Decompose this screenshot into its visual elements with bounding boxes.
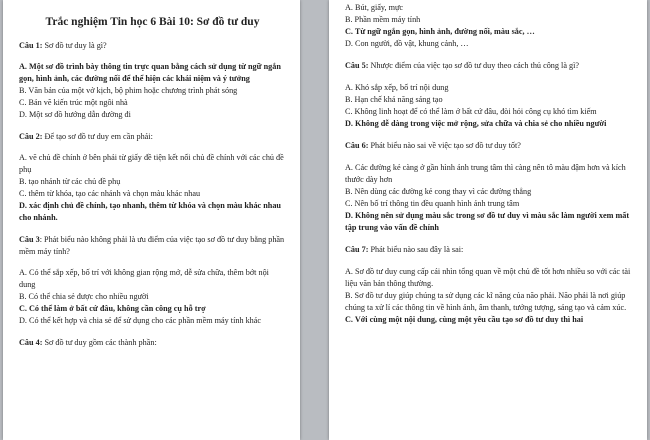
option-c: C. Có thể làm ở bất cứ đâu, không cần công cụ hỗ trợ bbox=[19, 304, 206, 313]
question-4-options bbox=[345, 2, 635, 50]
question-7 bbox=[345, 244, 635, 326]
question-4 bbox=[19, 337, 286, 349]
option-d: D. Không dễ dàng trong việc mở rộng, sửa chữa và chia sẻ cho nhiều người bbox=[345, 119, 607, 128]
question-text: Nhược điểm của việc tạo sơ đồ tư duy theo cách thủ công là gì? bbox=[368, 61, 579, 70]
option-d: D. Có thể kết hợp và chia sẻ để sử dụng cho các phần mềm máy tính khác bbox=[19, 316, 262, 325]
question-label: Câu 7: bbox=[345, 245, 369, 254]
question-text: Phát biểu nào sai về việc tạo sơ đồ tư duy tốt? bbox=[368, 141, 521, 150]
option-b: B. Văn bản của một vở kịch, bộ phim hoặc chương trình phát sóng bbox=[19, 86, 238, 95]
question-7-prompt bbox=[345, 244, 635, 256]
question-label: Câu 5: bbox=[345, 61, 369, 70]
question-text: : Phát biểu nào không phải là ưu điểm của việc tạo sơ đồ tư duy bằng phần mềm máy tính? bbox=[19, 235, 285, 256]
option-b: B. tạo nhánh từ các chủ đề phụ bbox=[19, 177, 121, 186]
option-d: D. Con người, đồ vật, khung cảnh, … bbox=[345, 39, 469, 48]
question-label: Câu 6: bbox=[345, 141, 369, 150]
question-text: Sơ đồ tư duy là gì? bbox=[42, 41, 107, 50]
option-b: B. Phần mềm máy tính bbox=[345, 15, 421, 24]
option-a: A. Có thể sắp xếp, bố trí với không gian rộng mở, dễ sửa chữa, thêm bớt nội dung bbox=[19, 268, 269, 289]
option-b: B. Hạn chế khả năng sáng tạo bbox=[345, 95, 443, 104]
document-page-left bbox=[3, 0, 300, 440]
option-c: C. Nên bố trí thông tin đều quanh hình ảnh trung tâm bbox=[345, 199, 520, 208]
question-1 bbox=[19, 40, 286, 121]
option-a: A. Một sơ đồ trình bày thông tin trực quan bằng cách sử dụng từ ngữ ngắn gọn, hình ảnh, các đường nối để thể hiện các khái niệm và ý tưởng bbox=[19, 62, 281, 83]
question-3-prompt bbox=[19, 234, 286, 258]
option-a: A. Các đường kẻ càng ở gần hình ảnh trung tâm thì càng nên tô màu đậm hơn và kích thước dày hơn bbox=[345, 163, 626, 184]
question-label: Câu 4: bbox=[19, 338, 43, 347]
option-a: A. vẽ chủ đề chính ở bên phải từ giấy đề tiện kết nối chủ đề chính với các chủ đề phụ bbox=[19, 153, 284, 174]
question-6 bbox=[345, 140, 635, 234]
option-c: C. Bản vẽ kiến trúc một ngôi nhà bbox=[19, 98, 128, 107]
option-b: B. Có thể chia sẻ được cho nhiều người bbox=[19, 292, 149, 301]
question-label: Câu 3 bbox=[19, 235, 40, 244]
option-a: A. Khó sắp xếp, bố trí nội dung bbox=[345, 83, 449, 92]
option-a: A. Bút, giấy, mực bbox=[345, 3, 404, 12]
question-6-prompt bbox=[345, 140, 635, 152]
option-b: B. Sơ đồ tư duy giúp chúng ta sử dụng các kĩ năng của não phải. Não phải là nơi giúp chúng ta xử lí các thông tin về hình ảnh, âm thanh, tưởng tượng, sáng tạo và cảm xúc. bbox=[345, 291, 627, 312]
question-2 bbox=[19, 131, 286, 224]
option-c: C. Không linh hoạt để có thể làm ở bất cứ đâu, đòi hỏi công cụ khó tìm kiếm bbox=[345, 107, 597, 116]
question-4-prompt bbox=[19, 337, 286, 349]
option-d: D. Một sơ đồ hướng dẫn đường đi bbox=[19, 110, 131, 119]
question-text: Để tạo sơ đồ tư duy em cần phải: bbox=[42, 132, 153, 141]
option-d: D. xác định chủ đề chính, tạo nhanh, thêm từ khóa và chọn màu khác nhau cho nhánh. bbox=[19, 201, 281, 222]
question-label: Câu 2: bbox=[19, 132, 43, 141]
option-c: C. Từ ngữ ngắn gọn, hình ảnh, đường nối, màu sắc, … bbox=[345, 27, 535, 36]
question-label: Câu 1: bbox=[19, 41, 43, 50]
question-text: Sơ đồ tư duy gồm các thành phần: bbox=[42, 338, 157, 347]
document-page-right bbox=[329, 0, 647, 440]
question-2-prompt bbox=[19, 131, 286, 143]
option-a: A. Sơ đồ tư duy cung cấp cái nhìn tổng quan về một chủ đề tốt hơn nhiều so với các tài liệu văn bản thông thường. bbox=[345, 267, 631, 288]
question-5 bbox=[345, 60, 635, 130]
question-1-prompt bbox=[19, 40, 286, 52]
question-5-prompt bbox=[345, 60, 635, 72]
document-title: Trắc nghiệm Tin học 6 Bài 10: Sơ đồ tư duy bbox=[45, 16, 260, 28]
question-text: Phát biểu nào sau đây là sai: bbox=[368, 245, 464, 254]
question-3 bbox=[19, 234, 286, 327]
option-b: B. Nên dùng các đường kẻ cong thay vì các đường thẳng bbox=[345, 187, 532, 196]
option-d: D. Không nên sử dụng màu sắc trong sơ đồ tư duy vì màu sắc làm người xem mất tập trung vào vấn đề chính bbox=[345, 211, 630, 232]
option-c: C. thêm từ khóa, tạo các nhánh và chọn màu khác nhau bbox=[19, 189, 201, 198]
option-c: C. Với cùng một nội dung, cùng một yêu cầu tạo sơ đồ tư duy thì hai bbox=[345, 315, 584, 324]
